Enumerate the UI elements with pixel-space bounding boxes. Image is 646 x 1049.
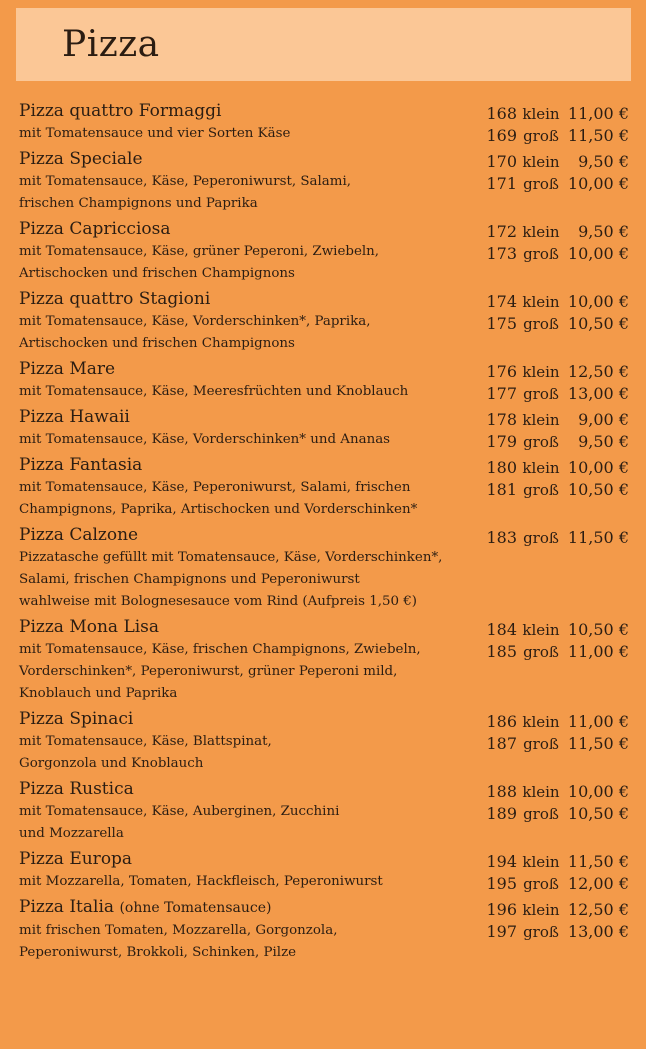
price-row <box>459 873 629 895</box>
item-number: 188 <box>486 782 517 801</box>
item-title: Pizza Hawaii <box>19 407 130 427</box>
price-value: 13,00 € <box>567 384 629 403</box>
item-number: 171 <box>486 174 517 193</box>
size-label: klein <box>522 105 560 123</box>
item-number: 172 <box>486 222 517 241</box>
price-value: 12,50 € <box>567 362 629 381</box>
menu-item <box>19 288 629 355</box>
size-label: groß <box>523 805 559 823</box>
price-value: 11,50 € <box>567 528 629 547</box>
description-line: mit Tomatensauce, Käse, Meeresfrüchten und Knoblauch <box>19 384 409 399</box>
price-row <box>459 313 629 335</box>
item-description <box>19 920 464 964</box>
description-line: mit Tomatensauce, Käse, Vorderschinken* und Ananas <box>19 432 391 447</box>
item-prices <box>459 221 629 265</box>
item-number: 169 <box>486 126 517 145</box>
item-title: Pizza Mona Lisa <box>19 617 160 637</box>
item-number: 174 <box>486 292 517 311</box>
page-header <box>16 8 631 81</box>
price-row <box>459 173 629 195</box>
price-row <box>459 431 629 453</box>
item-number: 181 <box>486 480 517 499</box>
size-label: klein <box>522 293 560 311</box>
item-number: 195 <box>486 874 517 893</box>
menu-item <box>19 616 629 705</box>
item-description <box>19 241 464 285</box>
size-label: klein <box>522 901 560 919</box>
size-label: groß <box>523 481 559 499</box>
menu-item <box>19 454 629 521</box>
price-row <box>459 151 629 173</box>
price-value: 9,00 € <box>578 410 629 429</box>
price-value: 11,00 € <box>567 642 629 661</box>
description-line: mit Tomatensauce, Käse, Blattspinat, <box>19 734 272 749</box>
item-description <box>19 381 464 403</box>
price-row <box>459 641 629 663</box>
item-number: 184 <box>486 620 517 639</box>
size-label: klein <box>522 853 560 871</box>
price-value: 11,00 € <box>567 104 629 123</box>
description-line: mit Tomatensauce, Käse, frischen Champignons, Zwiebeln, <box>19 642 421 657</box>
price-row <box>459 803 629 825</box>
description-line: frischen Champignons und Paprika <box>19 196 258 211</box>
price-row <box>459 221 629 243</box>
menu-item <box>19 896 629 964</box>
item-title: Pizza Calzone <box>19 525 139 545</box>
menu-item <box>19 148 629 215</box>
price-row <box>459 527 629 549</box>
price-row <box>459 921 629 943</box>
description-line: mit Tomatensauce, Käse, grüner Peperoni, Zwiebeln, <box>19 244 380 259</box>
item-number: 179 <box>486 432 517 451</box>
menu-item <box>19 406 629 451</box>
item-number: 189 <box>486 804 517 823</box>
price-value: 13,00 € <box>567 922 629 941</box>
price-value: 10,00 € <box>567 174 629 193</box>
size-label: klein <box>522 621 560 639</box>
price-value: 10,00 € <box>567 782 629 801</box>
item-title: Pizza quattro Stagioni <box>19 289 211 309</box>
size-label: klein <box>522 783 560 801</box>
price-value: 11,00 € <box>567 712 629 731</box>
item-description <box>19 429 464 451</box>
description-line: mit Mozzarella, Tomaten, Hackfleisch, Peperoniwurst <box>19 874 383 889</box>
item-title: Pizza Fantasia <box>19 455 143 475</box>
size-label: groß <box>523 315 559 333</box>
item-note: (ohne Tomatensauce) <box>119 900 272 916</box>
size-label: groß <box>523 735 559 753</box>
item-prices <box>459 409 629 453</box>
item-number: 176 <box>486 362 517 381</box>
size-label: klein <box>522 223 560 241</box>
item-title: Pizza Rustica <box>19 779 134 799</box>
item-number: 178 <box>486 410 517 429</box>
description-line: Champignons, Paprika, Artischocken und Vorderschinken* <box>19 502 418 517</box>
price-row <box>459 125 629 147</box>
price-value: 11,50 € <box>567 852 629 871</box>
item-prices <box>459 151 629 195</box>
item-description <box>19 171 464 215</box>
price-row <box>459 899 629 921</box>
item-prices <box>459 527 629 549</box>
price-value: 10,50 € <box>567 314 629 333</box>
item-title: Pizza Capricciosa <box>19 219 171 239</box>
item-number: 180 <box>486 458 517 477</box>
item-prices <box>459 781 629 825</box>
price-row <box>459 409 629 431</box>
size-label: klein <box>522 411 560 429</box>
item-number: 173 <box>486 244 517 263</box>
price-value: 9,50 € <box>578 152 629 171</box>
price-value: 10,50 € <box>567 480 629 499</box>
description-line: mit Tomatensauce, Käse, Vorderschinken*, Paprika, <box>19 314 371 329</box>
description-line: Salami, frischen Champignons und Peperoniwurst <box>19 572 360 587</box>
item-number: 168 <box>486 104 517 123</box>
item-prices <box>459 851 629 895</box>
size-label: groß <box>523 175 559 193</box>
menu-item <box>19 778 629 845</box>
menu-item <box>19 218 629 285</box>
description-line: Gorgonzola und Knoblauch <box>19 756 204 771</box>
size-label: klein <box>522 713 560 731</box>
item-number: 183 <box>486 528 517 547</box>
price-row <box>459 781 629 803</box>
item-description <box>19 477 464 521</box>
description-line: mit Tomatensauce, Käse, Auberginen, Zucchini <box>19 804 340 819</box>
description-line: Vorderschinken*, Peperoniwurst, grüner Peperoni mild, <box>19 664 398 679</box>
item-title: Pizza Mare <box>19 359 116 379</box>
price-row <box>459 361 629 383</box>
price-row <box>459 103 629 125</box>
item-description <box>19 311 464 355</box>
item-prices <box>459 103 629 147</box>
price-row <box>459 733 629 755</box>
size-label: groß <box>523 643 559 661</box>
price-value: 10,00 € <box>567 244 629 263</box>
size-label: klein <box>522 363 560 381</box>
price-row <box>459 619 629 641</box>
item-number: 186 <box>486 712 517 731</box>
item-number: 170 <box>486 152 517 171</box>
item-description <box>19 871 464 893</box>
item-title: Pizza Spinaci <box>19 709 134 729</box>
price-value: 10,50 € <box>567 620 629 639</box>
item-prices <box>459 457 629 501</box>
menu-item <box>19 100 629 145</box>
description-line: mit frischen Tomaten, Mozzarella, Gorgonzola, <box>19 923 338 938</box>
price-value: 10,00 € <box>567 458 629 477</box>
item-description <box>19 123 464 145</box>
item-description <box>19 731 464 775</box>
item-number: 197 <box>486 922 517 941</box>
price-value: 11,50 € <box>567 734 629 753</box>
price-value: 9,50 € <box>578 432 629 451</box>
item-title: Pizza quattro Formaggi <box>19 101 222 121</box>
price-value: 11,50 € <box>567 126 629 145</box>
price-row <box>459 243 629 265</box>
price-value: 9,50 € <box>578 222 629 241</box>
menu-item <box>19 708 629 775</box>
price-row <box>459 479 629 501</box>
size-label: klein <box>522 153 560 171</box>
description-line: wahlweise mit Bolognesesauce vom Rind (Aufpreis 1,50 €) <box>19 594 418 609</box>
item-prices <box>459 619 629 663</box>
menu-item <box>19 358 629 403</box>
price-row <box>459 383 629 405</box>
price-row <box>459 851 629 873</box>
size-label: klein <box>522 459 560 477</box>
size-label: groß <box>523 875 559 893</box>
item-number: 194 <box>486 852 517 871</box>
item-description <box>19 801 464 845</box>
description-line: und Mozzarella <box>19 826 124 841</box>
item-number: 185 <box>486 642 517 661</box>
price-row <box>459 291 629 313</box>
description-line: Artischocken und frischen Champignons <box>19 336 295 351</box>
item-number: 177 <box>486 384 517 403</box>
item-prices <box>459 361 629 405</box>
item-title: Pizza Europa <box>19 849 133 869</box>
price-value: 12,00 € <box>567 874 629 893</box>
description-line: mit Tomatensauce und vier Sorten Käse <box>19 126 291 141</box>
item-description <box>19 639 464 705</box>
page-title: Pizza <box>62 24 160 65</box>
item-prices <box>459 711 629 755</box>
description-line: mit Tomatensauce, Käse, Peperoniwurst, Salami, <box>19 174 352 189</box>
description-line: Artischocken und frischen Champignons <box>19 266 295 281</box>
size-label: groß <box>523 245 559 263</box>
item-title: Pizza Italia <box>19 897 115 917</box>
price-row <box>459 457 629 479</box>
price-value: 10,50 € <box>567 804 629 823</box>
size-label: groß <box>523 923 559 941</box>
description-line: Pizzatasche gefüllt mit Tomatensauce, Käse, Vorderschinken*, <box>19 550 443 565</box>
size-label: groß <box>523 529 559 547</box>
item-title: Pizza Speciale <box>19 149 143 169</box>
description-line: mit Tomatensauce, Käse, Peperoniwurst, Salami, frischen <box>19 480 411 495</box>
item-prices <box>459 899 629 943</box>
item-number: 175 <box>486 314 517 333</box>
item-prices <box>459 291 629 335</box>
menu-item <box>19 848 629 893</box>
size-label: groß <box>523 127 559 145</box>
size-label: groß <box>523 433 559 451</box>
description-line: Knoblauch und Paprika <box>19 686 178 701</box>
size-label: groß <box>523 385 559 403</box>
price-value: 12,50 € <box>567 900 629 919</box>
price-value: 10,00 € <box>567 292 629 311</box>
price-row <box>459 711 629 733</box>
menu-item <box>19 524 629 613</box>
item-description <box>19 547 464 613</box>
menu-list <box>19 100 629 967</box>
item-number: 187 <box>486 734 517 753</box>
description-line: Peperoniwurst, Brokkoli, Schinken, Pilze <box>19 945 297 960</box>
item-number: 196 <box>486 900 517 919</box>
